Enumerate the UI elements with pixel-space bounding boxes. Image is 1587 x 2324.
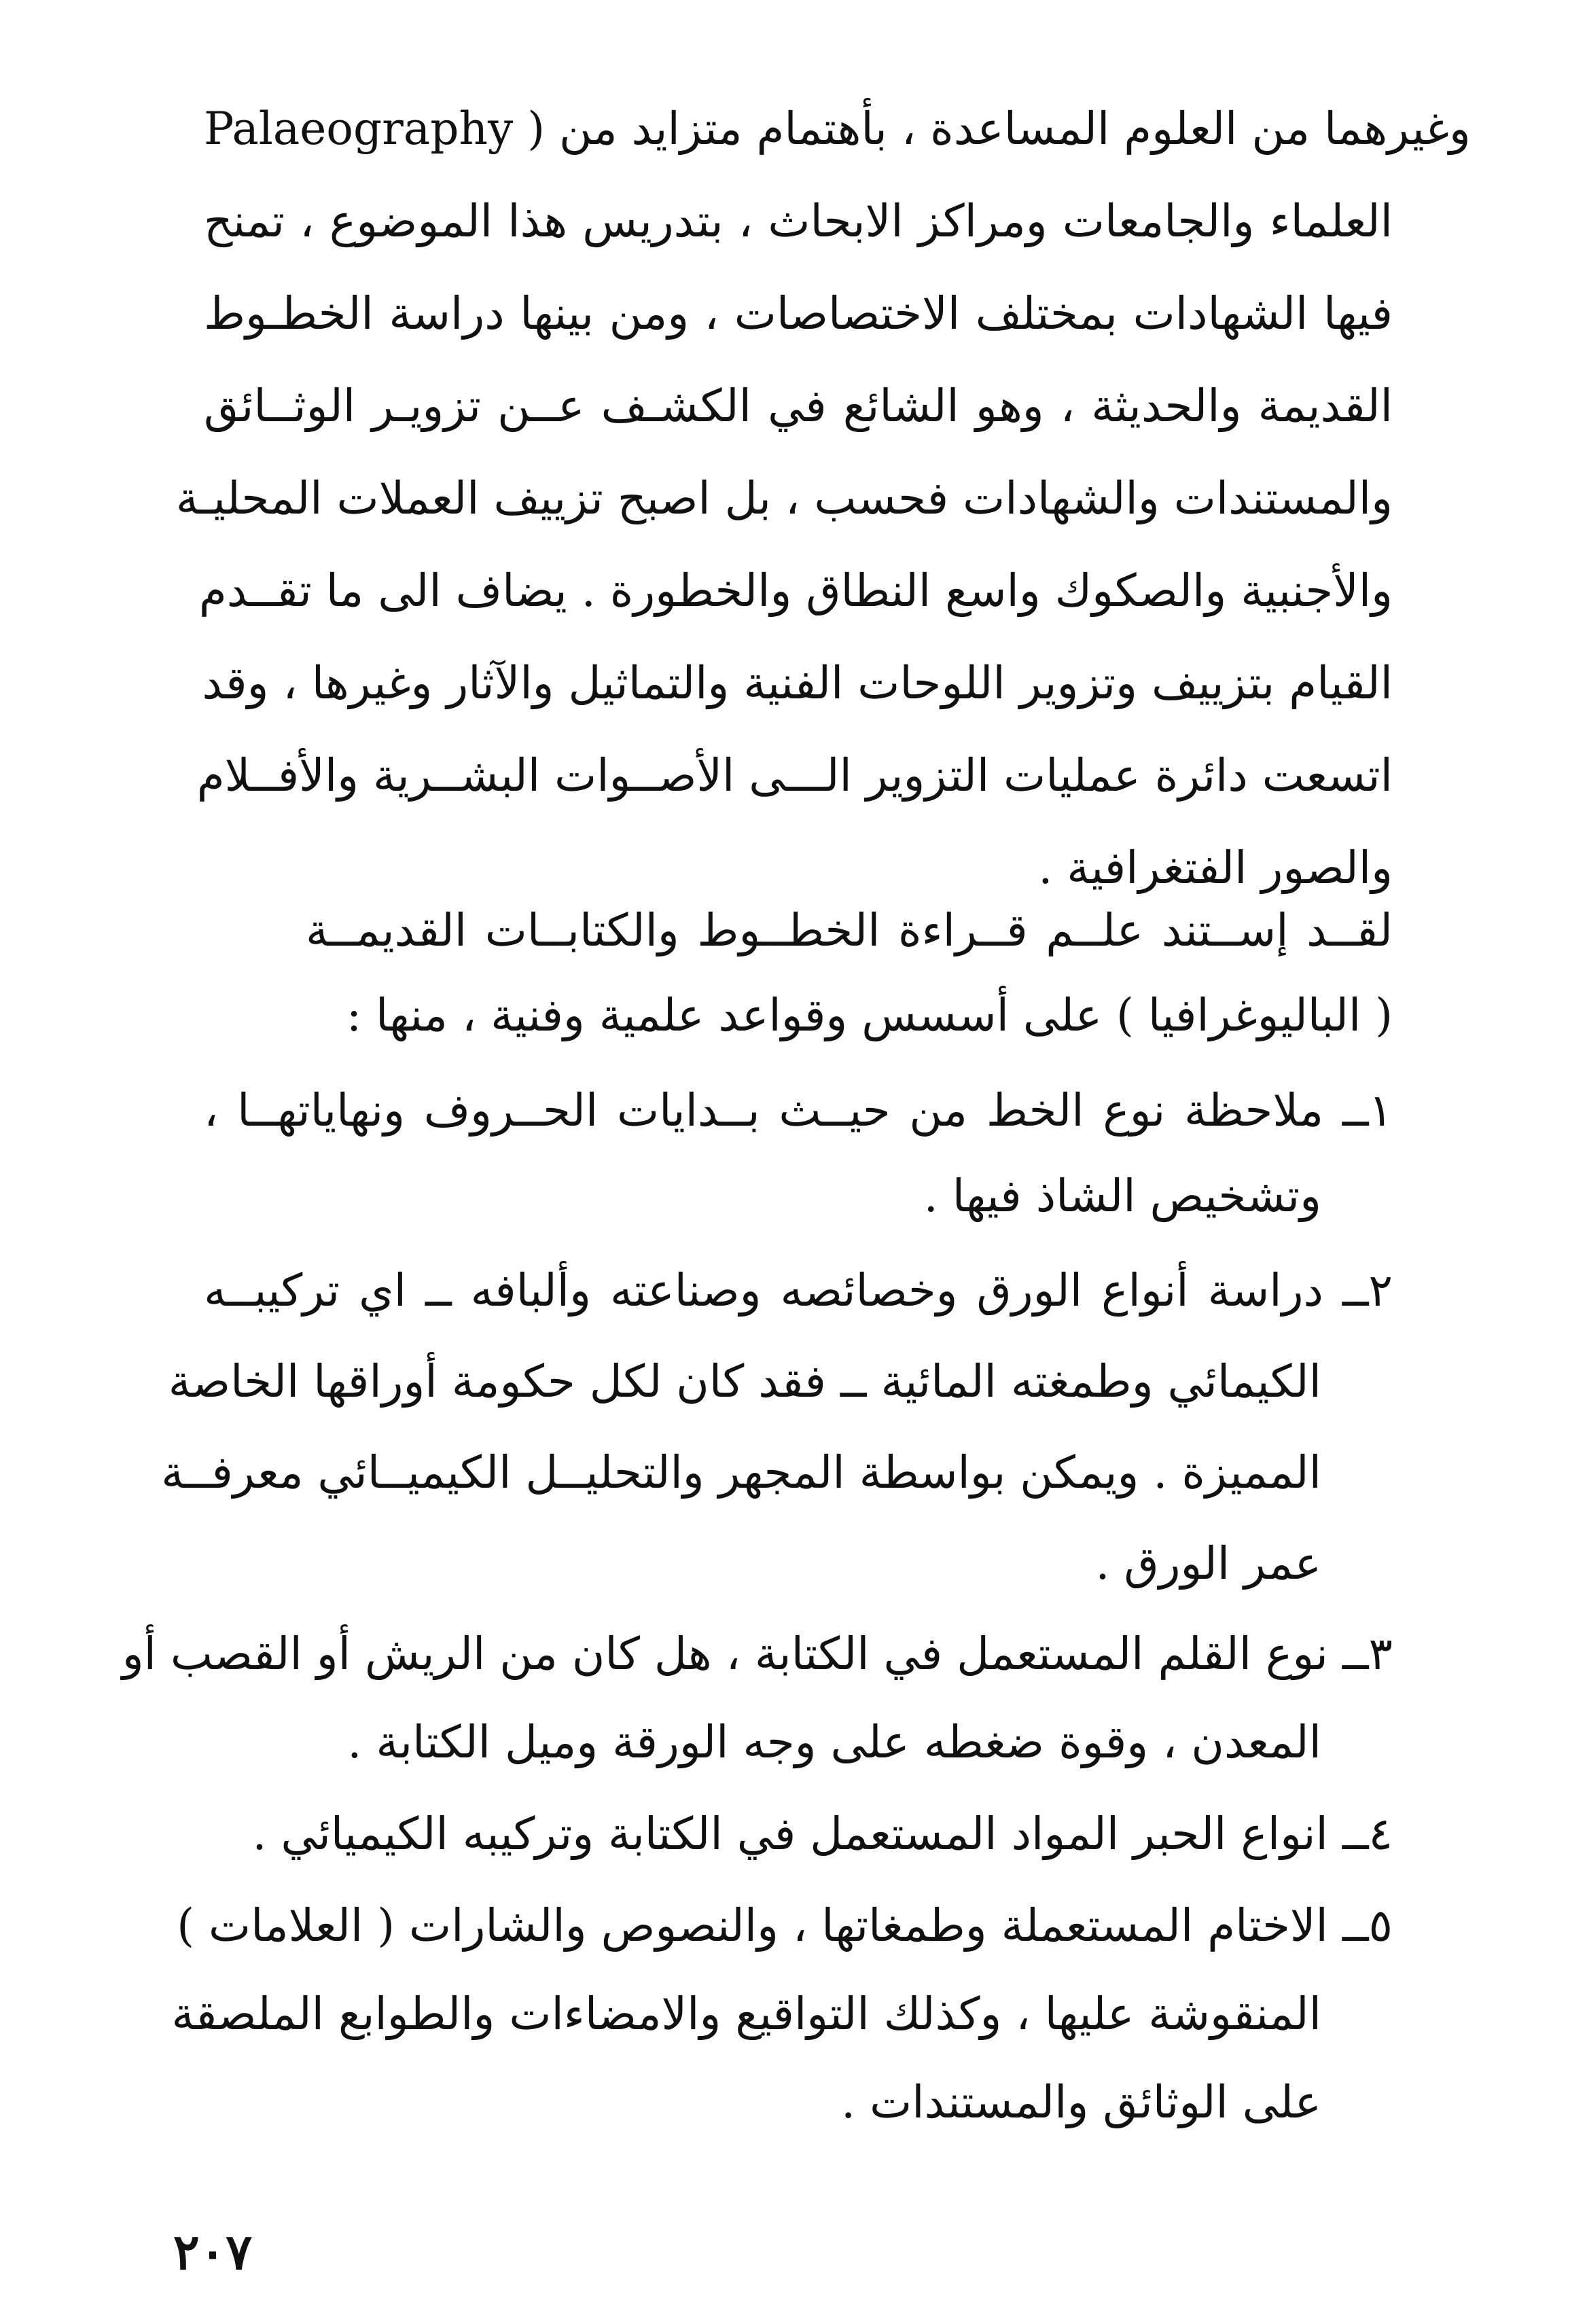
text-line: والأجنبية والصكوك واسع النطاق والخطورة . يضاف الى ما تقــدم — [198, 565, 1393, 617]
list-item-line: ٤ــ انواع الحبر المواد المستعمل في الكتابة وتركيبه الكيميائي . — [252, 1808, 1393, 1860]
text-line: لقــد إســتند علــم قــراءة الخطــوط والكتابــات القديمــة — [306, 904, 1393, 957]
list-item-line: عمر الورق . — [1095, 1537, 1321, 1590]
text-line: العلماء والجامعات ومراكز الابحاث ، بتدريس هذا الموضوع ، تمنح — [204, 195, 1393, 247]
text-line: Palaeography ) وغيرهما من العلوم المساعدة ، بأهتمام متزايد من — [204, 103, 1471, 155]
list-item-line: على الوثائق والمستندات . — [841, 2076, 1321, 2128]
list-item-line: ١ــ ملاحظة نوع الخط من حيــث بــدايات الحــروف ونهاياتهــا ، — [204, 1084, 1393, 1137]
list-item-line: المنقوشة عليها ، وكذلك التواقيع والامضاءات والطوابع الملصقة — [171, 1988, 1321, 2040]
text-line: اتسعت دائرة عمليات التزوير الـــى الأصــوات البشــرية والأفــلام — [196, 749, 1393, 802]
text-line: القديمة والحديثة ، وهو الشائع في الكشـف عــن تزويـر الوثــائق — [204, 380, 1393, 432]
page-number: ٢٠٧ — [173, 2223, 253, 2281]
list-item-line: ٢ــ دراسة أنواع الورق وخصائصه وصناعته وألبافه ــ اي تركيبــه — [204, 1264, 1393, 1317]
list-item-line: الكيمائي وطمغته المائية ــ فقد كان لكل حكومة أوراقها الخاصة — [168, 1355, 1321, 1408]
text-line: والمستندات والشهادات فحسب ، بل اصبح تزييف العملات المحليـة — [175, 472, 1393, 524]
list-item-line: ٥ــ الاختام المستعملة وطمغاتها ، والنصوص والشارات ( العلامات ) — [177, 1899, 1393, 1952]
text-line: والصور الفتغرافية . — [1038, 842, 1393, 894]
text-line: ( الباليوغرافيا ) على أسسس وقواعد علمية وفنية ، منها : — [346, 989, 1393, 1041]
list-item-line: المعدن ، وقوة ضغطه على وجه الورقة وميل الكتابة . — [347, 1716, 1321, 1768]
list-item-line: وتشخيص الشاذ فيها . — [923, 1170, 1321, 1222]
list-item-line: ٣ــ نوع القلم المستعمل في الكتابة ، هل كان من الريش أو القصب أو — [122, 1628, 1393, 1680]
list-item-line: المميزة . ويمكن بواسطة المجهر والتحليــل الكيميــائي معرفــة — [161, 1446, 1321, 1499]
text-line: القيام بتزييف وتزوير اللوحات الفنية والتماثيل والآثار وغيرها ، وقد — [202, 657, 1393, 709]
text-line: فيها الشهادات بمختلف الاختصاصات ، ومن بينها دراسة الخطـوط — [204, 287, 1393, 340]
